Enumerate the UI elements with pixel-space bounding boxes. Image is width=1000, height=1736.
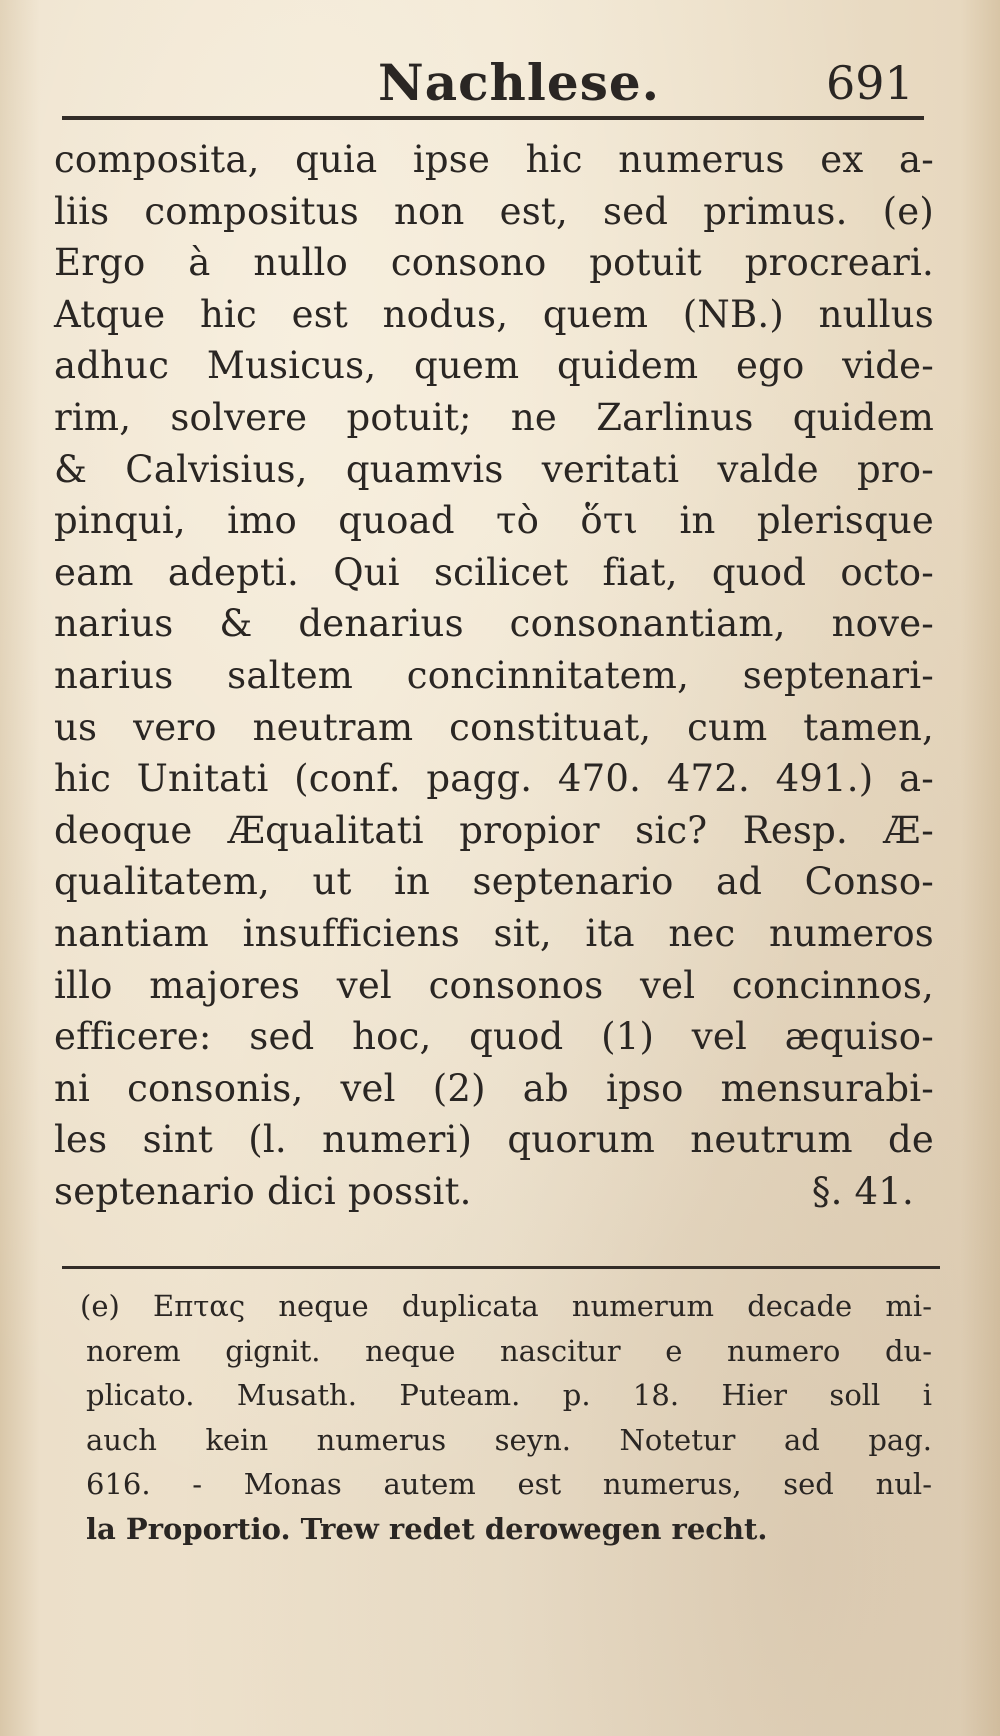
text-line: narius saltem concinnitatem, septenari- xyxy=(54,653,934,697)
last-line-text: septenario dici possit. xyxy=(54,1169,472,1213)
text-line: hic Unitati (conf. pagg. 470. 472. 491.) a- xyxy=(54,757,934,801)
footnote-line: 616. - Monas autem est numerus, sed nul- xyxy=(86,1467,932,1501)
footnote-rule xyxy=(62,1266,940,1269)
footnote-line: auch kein numerus seyn. Notetur ad pag. xyxy=(86,1422,932,1457)
text-line: composita, quia ipse hic numerus ex a- xyxy=(54,138,934,181)
footnote-line: plicato. Musath. Puteam. p. 18. Hier soll i xyxy=(86,1378,932,1412)
page-number: 691 xyxy=(826,56,914,110)
section-marker: §. 41. xyxy=(811,1169,914,1213)
running-head xyxy=(0,52,1000,114)
text-line: eam adepti. Qui scilicet fiat, quod octo- xyxy=(54,550,934,594)
text-line: & Calvisius, quamvis veritati valde pro- xyxy=(54,447,934,491)
text-line: deoque Æqualitati propior sic? Resp. Æ- xyxy=(54,808,934,852)
text-line: pinqui, imo quoad τὸ ὅτι in plerisque xyxy=(54,499,934,543)
text-line: rim, solvere potuit; ne Zarlinus quidem xyxy=(54,395,934,439)
text-line: Ergo à nullo consono potuit procreari. xyxy=(54,241,934,285)
text-line: us vero neutram constituat, cum tamen, xyxy=(54,705,934,749)
text-line: Atque hic est nodus, quem (NB.) nullus xyxy=(54,292,934,336)
header-rule xyxy=(62,116,924,120)
text-line: liis compositus non est, sed primus. (e) xyxy=(54,189,934,233)
text-line: adhuc Musicus, quem quidem ego vide- xyxy=(54,344,934,388)
text-line: efficere: sed hoc, quod (1) vel æquiso- xyxy=(54,1015,934,1059)
body-text xyxy=(54,134,934,1217)
text-line: narius & denarius consonantiam, nove- xyxy=(54,602,934,646)
text-line: nantiam insufficiens sit, ita nec numeros xyxy=(54,911,934,955)
text-line: ni consonis, vel (2) ab ipso mensurabi- xyxy=(54,1066,934,1110)
text-line-last xyxy=(54,1166,934,1218)
text-line: les sint (l. numeri) quorum neutrum de xyxy=(54,1118,934,1162)
footnote-line: la Proportio. Trew redet derowegen recht. xyxy=(86,1511,768,1546)
text-line: qualitatem, ut in septenario ad Conso- xyxy=(54,860,934,904)
text-line: illo majores vel consonos vel concinnos, xyxy=(54,963,934,1007)
footnote-line: norem gignit. neque nascitur e numero du- xyxy=(86,1333,932,1368)
running-title: Nachlese. xyxy=(378,53,661,112)
footnotes xyxy=(80,1284,932,1551)
footnote-line: (e) Επτας neque duplicata numerum decade mi- xyxy=(80,1289,932,1323)
